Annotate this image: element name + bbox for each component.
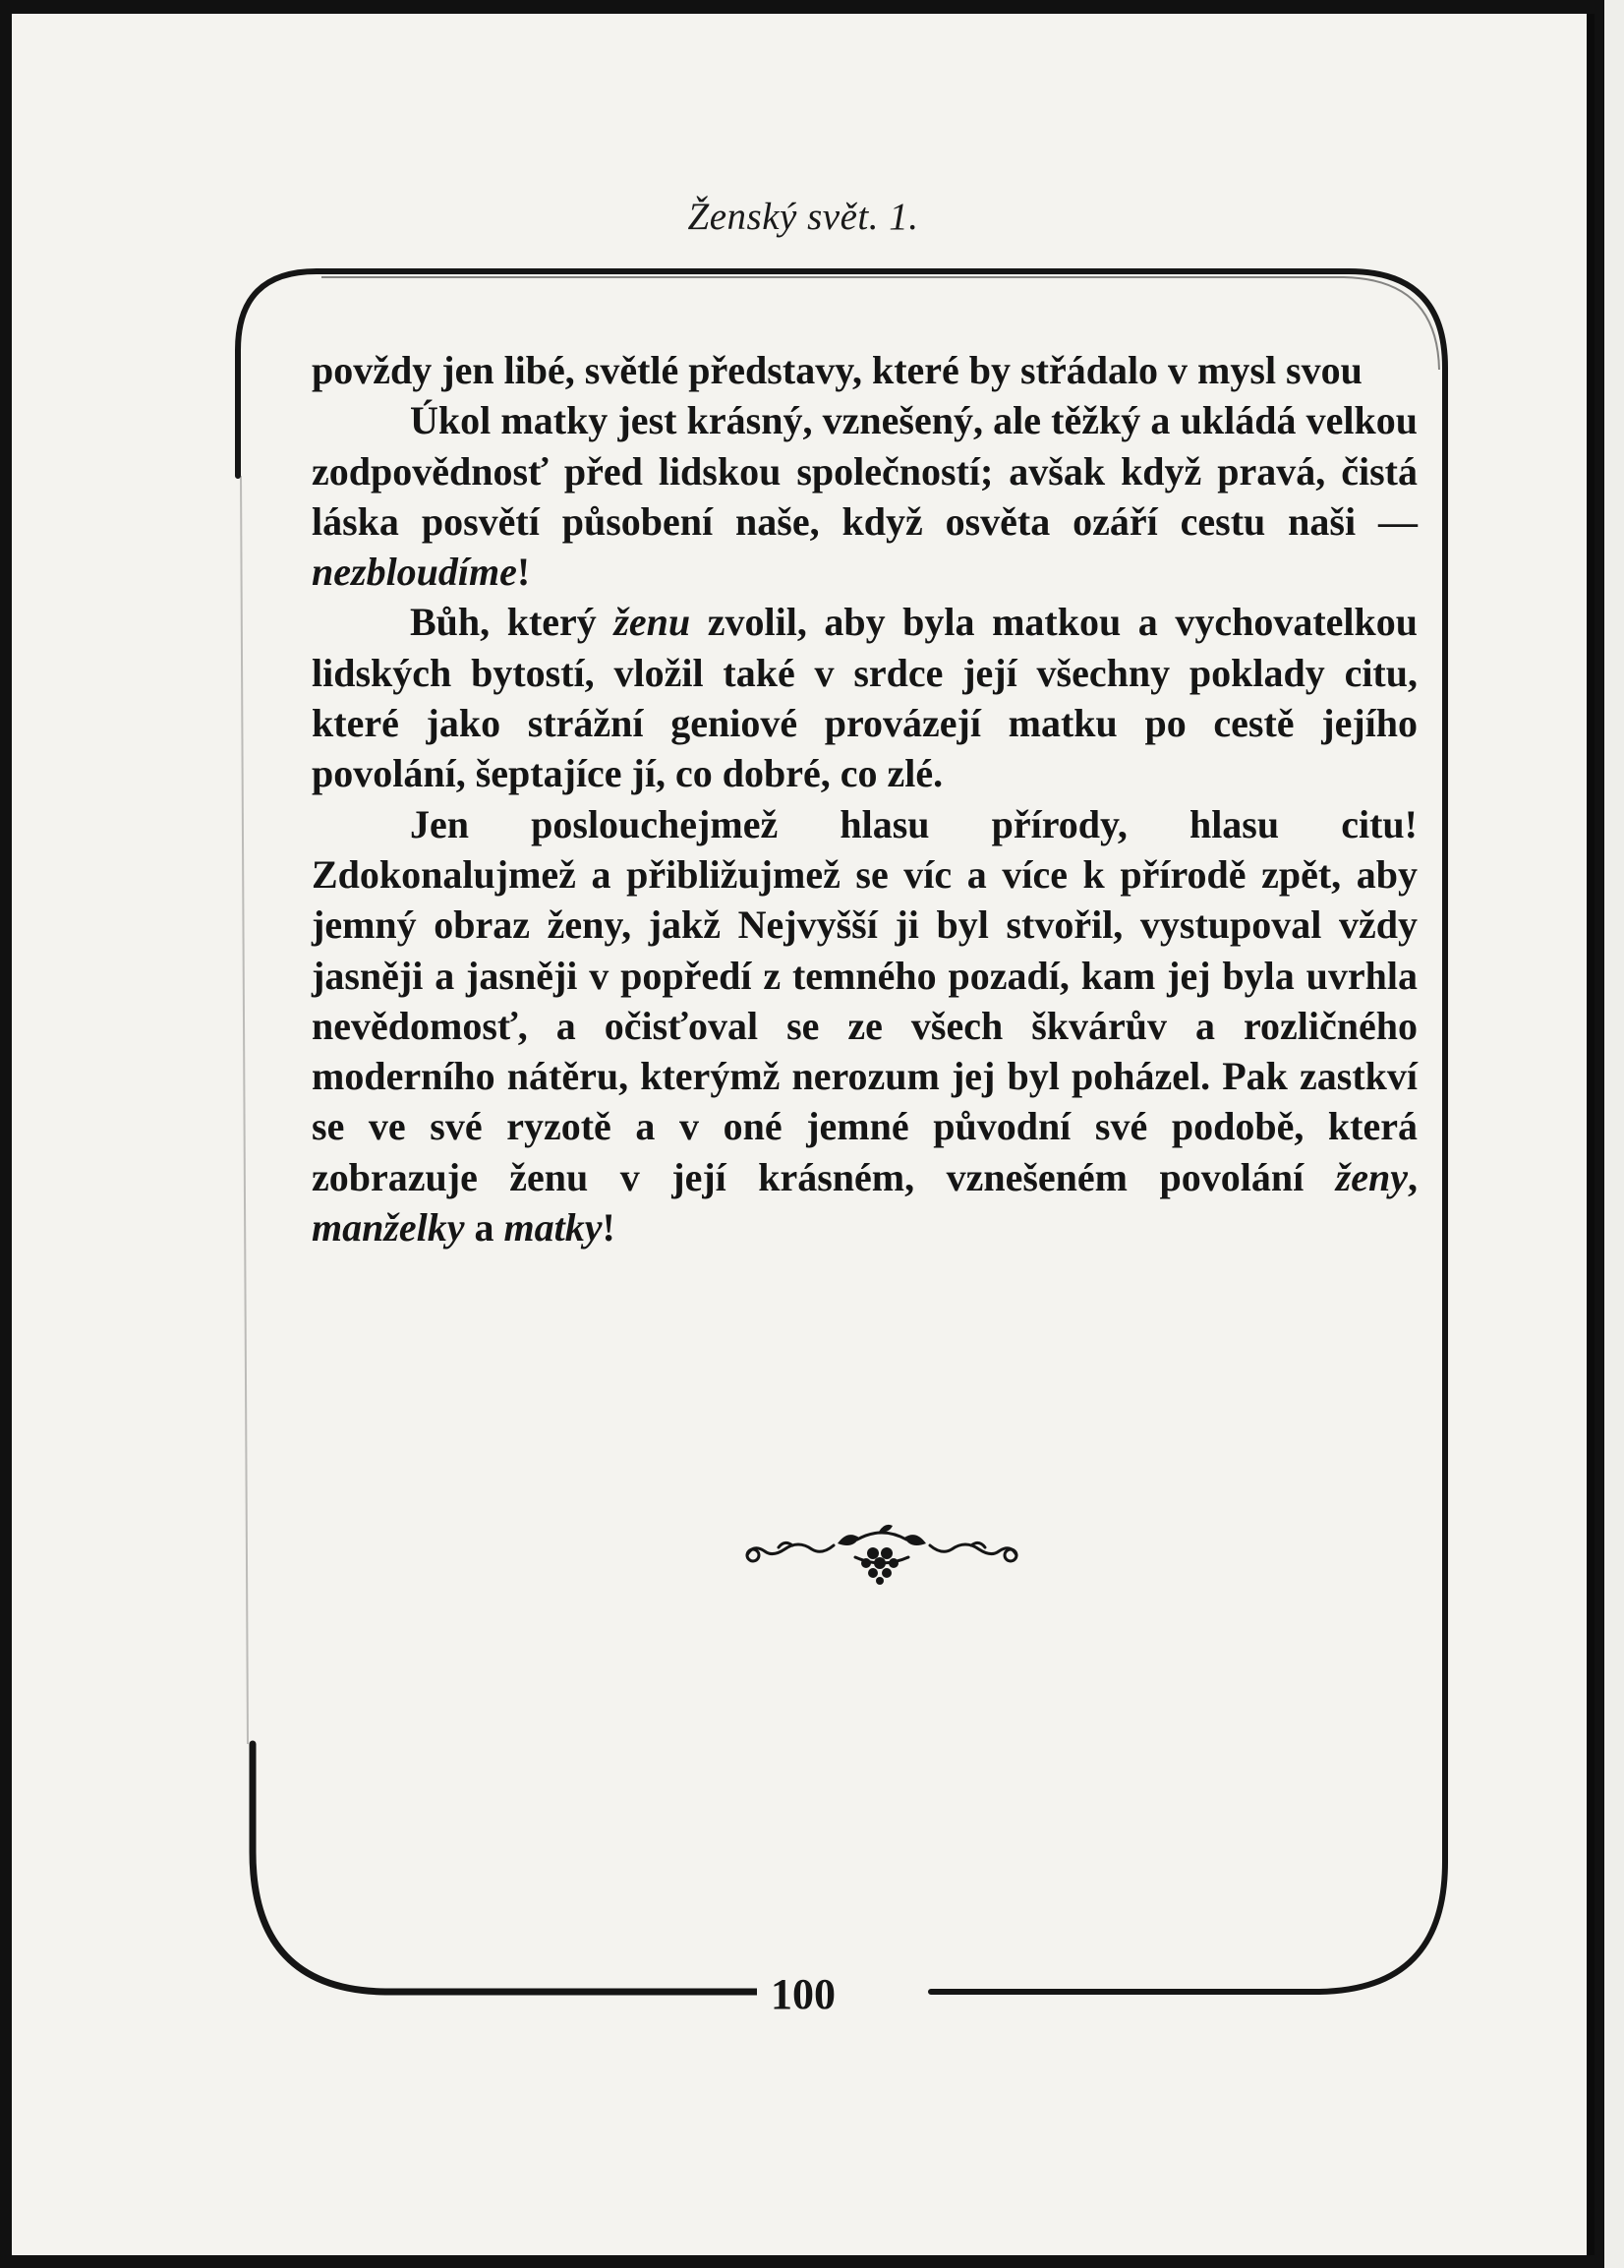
paragraph-text: !: [602, 1205, 615, 1250]
paragraph-text: Úkol matky jest krásný, vznešený, ale těžký a ukládá velkou zodpovědnosť před lidskou společností; avšak když pravá, čistá láska posvětí působení naše, když osvěta ozáří cestu naši —: [312, 398, 1418, 544]
paragraph: [312, 395, 1418, 597]
paragraph-text: Bůh, který: [410, 600, 614, 645]
spine-gap: [1587, 14, 1595, 2255]
paragraph-text: povždy jen libé, světlé představy, které by střádalo v mysl svou: [312, 348, 1363, 392]
book-page: [12, 14, 1595, 2255]
emphasis-text: ženu: [613, 600, 691, 645]
paragraph-text: zvolil, aby byla matkou a vychovatelkou lidských bytostí, vložil také v srdce její všechny poklady citu, které jako strážní geniové provázejí matku po cestě jejího povolání, šeptajíce jí, co dobré, co zlé.: [312, 600, 1418, 796]
page-number-label: 100: [757, 1970, 849, 2018]
emphasis-text: ženy: [1335, 1154, 1408, 1199]
paragraph-text: a: [464, 1205, 504, 1250]
paragraph-text: ,: [1408, 1154, 1418, 1199]
paragraph: [312, 345, 1418, 395]
emphasis-text: matky: [503, 1205, 603, 1250]
paragraph-text: !: [516, 550, 531, 595]
paragraph: [312, 597, 1418, 798]
adjacent-page-edge: [1604, 0, 1624, 2268]
body-text: [312, 345, 1418, 1252]
paragraph: [312, 799, 1418, 1253]
emphasis-text: nezbloudíme: [312, 550, 517, 595]
floral-vine-ornament-icon: [739, 1518, 1024, 1587]
running-head: Ženský svět. 1.: [687, 196, 919, 238]
page-number: [12, 1970, 1595, 2018]
paragraph-text: Jen poslouchejmež hlasu přírody, hlasu citu! Zdokonalujmež a přibližujmež se víc a více k přírodě zpět, aby jemný obraz ženy, jakž Nejvyšší ji byl stvořil, vystupoval vždy jasněji a jasněji v popředí z temného pozadí, kam jej byla uvrhla nevědomosť, a očisťoval se ze všech škvárův a rozličného moderního nátěru, kterýmž nerozum jej byl poházel. Pak zastkví se ve své ryzotě a v oné jemné původní své podobě, která zobrazuje ženu v její krásném, vznešeném povolání: [312, 801, 1418, 1199]
emphasis-text: manželky: [312, 1205, 465, 1250]
